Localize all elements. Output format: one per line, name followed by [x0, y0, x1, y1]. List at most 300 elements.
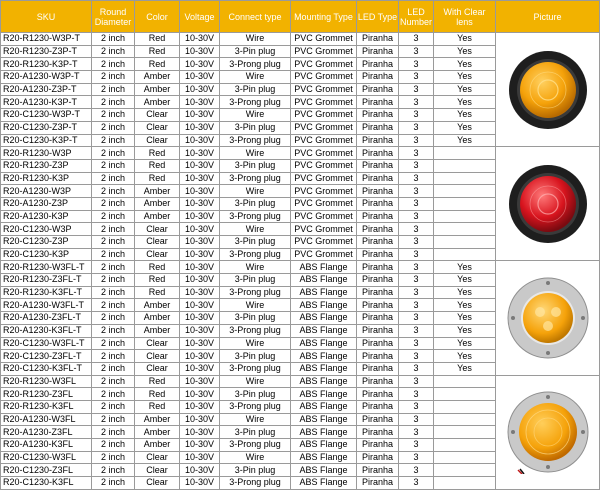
cell-connect-type: Wire	[220, 375, 291, 388]
cell-round-diameter: 2 inch	[92, 210, 135, 223]
cell-round-diameter: 2 inch	[92, 286, 135, 299]
cell-color: Clear	[135, 223, 180, 236]
cell-round-diameter: 2 inch	[92, 58, 135, 71]
cell-led-number: 3	[399, 388, 434, 401]
cell-led-number: 3	[399, 172, 434, 185]
cell-connect-type: 3-Prong plug	[220, 58, 291, 71]
product-picture	[496, 147, 600, 261]
cell-mounting-type: PVC Grommet	[291, 33, 357, 46]
cell-led-type: Piranha	[357, 451, 399, 464]
cell-connect-type: 3-Pin plug	[220, 350, 291, 363]
cell-color: Clear	[135, 362, 180, 375]
product-picture	[496, 375, 600, 489]
cell-mounting-type: ABS Flange	[291, 375, 357, 388]
cell-round-diameter: 2 inch	[92, 274, 135, 287]
cell-voltage: 10-30V	[180, 83, 220, 96]
cell-mounting-type: ABS Flange	[291, 299, 357, 312]
cell-sku: R20-R1230-K3FL	[1, 400, 92, 413]
cell-clear-lens	[434, 172, 496, 185]
amber-flange-clear-lamp-icon	[506, 276, 590, 360]
cell-mounting-type: ABS Flange	[291, 477, 357, 490]
cell-sku: R20-R1230-W3FL-T	[1, 261, 92, 274]
cell-color: Clear	[135, 350, 180, 363]
cell-clear-lens	[434, 147, 496, 160]
cell-connect-type: 3-Prong plug	[220, 134, 291, 147]
cell-led-number: 3	[399, 299, 434, 312]
cell-voltage: 10-30V	[180, 121, 220, 134]
cell-led-number: 3	[399, 96, 434, 109]
cell-led-type: Piranha	[357, 337, 399, 350]
cell-connect-type: 3-Prong plug	[220, 324, 291, 337]
cell-clear-lens	[434, 451, 496, 464]
cell-mounting-type: PVC Grommet	[291, 58, 357, 71]
cell-round-diameter: 2 inch	[92, 96, 135, 109]
table-row	[1, 375, 600, 388]
cell-led-type: Piranha	[357, 400, 399, 413]
cell-mounting-type: PVC Grommet	[291, 210, 357, 223]
cell-color: Amber	[135, 312, 180, 325]
cell-sku: R20-R1230-K3P-T	[1, 58, 92, 71]
cell-round-diameter: 2 inch	[92, 159, 135, 172]
cell-voltage: 10-30V	[180, 96, 220, 109]
cell-color: Amber	[135, 324, 180, 337]
cell-sku: R20-C1230-W3P-T	[1, 109, 92, 122]
cell-led-type: Piranha	[357, 147, 399, 160]
cell-led-type: Piranha	[357, 33, 399, 46]
cell-led-type: Piranha	[357, 185, 399, 198]
cell-led-type: Piranha	[357, 350, 399, 363]
cell-round-diameter: 2 inch	[92, 388, 135, 401]
cell-led-number: 3	[399, 197, 434, 210]
cell-led-number: 3	[399, 83, 434, 96]
cell-round-diameter: 2 inch	[92, 185, 135, 198]
header-connect-type: Connect type	[220, 1, 291, 33]
cell-round-diameter: 2 inch	[92, 121, 135, 134]
cell-voltage: 10-30V	[180, 274, 220, 287]
cell-led-type: Piranha	[357, 159, 399, 172]
cell-sku: R20-C1230-Z3P	[1, 236, 92, 249]
cell-connect-type: Wire	[220, 413, 291, 426]
cell-led-type: Piranha	[357, 375, 399, 388]
cell-voltage: 10-30V	[180, 362, 220, 375]
cell-clear-lens: Yes	[434, 83, 496, 96]
cell-clear-lens	[434, 426, 496, 439]
cell-connect-type: 3-Prong plug	[220, 439, 291, 452]
cell-mounting-type: ABS Flange	[291, 312, 357, 325]
cell-clear-lens	[434, 185, 496, 198]
cell-sku: R20-C1230-W3FL-T	[1, 337, 92, 350]
cell-connect-type: 3-Pin plug	[220, 121, 291, 134]
cell-round-diameter: 2 inch	[92, 248, 135, 261]
cell-mounting-type: ABS Flange	[291, 464, 357, 477]
cell-sku: R20-R1230-Z3FL	[1, 388, 92, 401]
cell-sku: R20-R1230-K3P	[1, 172, 92, 185]
cell-round-diameter: 2 inch	[92, 83, 135, 96]
cell-voltage: 10-30V	[180, 210, 220, 223]
cell-round-diameter: 2 inch	[92, 172, 135, 185]
cell-led-number: 3	[399, 464, 434, 477]
cell-mounting-type: PVC Grommet	[291, 248, 357, 261]
cell-color: Amber	[135, 185, 180, 198]
cell-color: Clear	[135, 109, 180, 122]
cell-sku: R20-R1230-Z3P	[1, 159, 92, 172]
cell-connect-type: Wire	[220, 337, 291, 350]
cell-clear-lens	[434, 197, 496, 210]
cell-led-number: 3	[399, 324, 434, 337]
cell-color: Red	[135, 147, 180, 160]
cell-mounting-type: ABS Flange	[291, 274, 357, 287]
cell-color: Red	[135, 261, 180, 274]
cell-voltage: 10-30V	[180, 147, 220, 160]
cell-voltage: 10-30V	[180, 375, 220, 388]
cell-mounting-type: PVC Grommet	[291, 121, 357, 134]
cell-connect-type: Wire	[220, 451, 291, 464]
cell-sku: R20-C1230-K3FL	[1, 477, 92, 490]
cell-connect-type: 3-Prong plug	[220, 477, 291, 490]
cell-connect-type: 3-Prong plug	[220, 96, 291, 109]
cell-sku: R20-A1230-K3P	[1, 210, 92, 223]
cell-voltage: 10-30V	[180, 58, 220, 71]
cell-sku: R20-A1230-W3FL	[1, 413, 92, 426]
cell-led-number: 3	[399, 451, 434, 464]
cell-led-type: Piranha	[357, 426, 399, 439]
cell-led-type: Piranha	[357, 312, 399, 325]
cell-mounting-type: ABS Flange	[291, 451, 357, 464]
table-row	[1, 33, 600, 46]
cell-sku: R20-A1230-Z3FL-T	[1, 312, 92, 325]
cell-mounting-type: PVC Grommet	[291, 71, 357, 84]
cell-sku: R20-C1230-K3FL-T	[1, 362, 92, 375]
cell-voltage: 10-30V	[180, 197, 220, 210]
header-led-number: LED Number	[399, 1, 434, 33]
cell-sku: R20-A1230-K3FL	[1, 439, 92, 452]
cell-led-number: 3	[399, 362, 434, 375]
cell-clear-lens: Yes	[434, 286, 496, 299]
cell-led-type: Piranha	[357, 248, 399, 261]
cell-round-diameter: 2 inch	[92, 464, 135, 477]
cell-round-diameter: 2 inch	[92, 223, 135, 236]
cell-sku: R20-C1230-W3FL	[1, 451, 92, 464]
cell-round-diameter: 2 inch	[92, 147, 135, 160]
cell-clear-lens	[434, 223, 496, 236]
cell-mounting-type: PVC Grommet	[291, 197, 357, 210]
cell-round-diameter: 2 inch	[92, 45, 135, 58]
cell-mounting-type: ABS Flange	[291, 337, 357, 350]
cell-color: Red	[135, 33, 180, 46]
cell-led-number: 3	[399, 312, 434, 325]
cell-mounting-type: ABS Flange	[291, 426, 357, 439]
cell-connect-type: Wire	[220, 109, 291, 122]
cell-led-type: Piranha	[357, 121, 399, 134]
cell-mounting-type: ABS Flange	[291, 261, 357, 274]
cell-clear-lens: Yes	[434, 121, 496, 134]
product-picture	[496, 261, 600, 375]
cell-led-type: Piranha	[357, 299, 399, 312]
cell-clear-lens: Yes	[434, 274, 496, 287]
cell-led-type: Piranha	[357, 197, 399, 210]
cell-led-number: 3	[399, 185, 434, 198]
cell-voltage: 10-30V	[180, 261, 220, 274]
cell-color: Amber	[135, 299, 180, 312]
cell-mounting-type: PVC Grommet	[291, 134, 357, 147]
cell-connect-type: Wire	[220, 223, 291, 236]
header-color: Color	[135, 1, 180, 33]
cell-voltage: 10-30V	[180, 312, 220, 325]
cell-color: Clear	[135, 337, 180, 350]
cell-led-type: Piranha	[357, 223, 399, 236]
header-led-type: LED Type	[357, 1, 399, 33]
cell-voltage: 10-30V	[180, 286, 220, 299]
cell-mounting-type: ABS Flange	[291, 324, 357, 337]
cell-led-type: Piranha	[357, 45, 399, 58]
cell-mounting-type: PVC Grommet	[291, 185, 357, 198]
cell-led-type: Piranha	[357, 58, 399, 71]
cell-round-diameter: 2 inch	[92, 400, 135, 413]
cell-mounting-type: PVC Grommet	[291, 236, 357, 249]
cell-connect-type: 3-Prong plug	[220, 210, 291, 223]
cell-sku: R20-A1230-W3P	[1, 185, 92, 198]
cell-voltage: 10-30V	[180, 172, 220, 185]
cell-voltage: 10-30V	[180, 400, 220, 413]
cell-clear-lens	[434, 477, 496, 490]
cell-led-number: 3	[399, 134, 434, 147]
product-picture	[496, 33, 600, 147]
cell-clear-lens: Yes	[434, 109, 496, 122]
cell-led-number: 3	[399, 45, 434, 58]
cell-sku: R20-C1230-K3P	[1, 248, 92, 261]
cell-round-diameter: 2 inch	[92, 426, 135, 439]
cell-mounting-type: PVC Grommet	[291, 223, 357, 236]
cell-clear-lens: Yes	[434, 261, 496, 274]
cell-led-number: 3	[399, 109, 434, 122]
red-grommet-lamp-icon	[506, 162, 590, 246]
cell-voltage: 10-30V	[180, 464, 220, 477]
cell-led-number: 3	[399, 375, 434, 388]
cell-led-type: Piranha	[357, 413, 399, 426]
cell-clear-lens: Yes	[434, 33, 496, 46]
cell-voltage: 10-30V	[180, 134, 220, 147]
cell-round-diameter: 2 inch	[92, 299, 135, 312]
cell-voltage: 10-30V	[180, 299, 220, 312]
table-row	[1, 261, 600, 274]
cell-sku: R20-A1230-Z3P	[1, 197, 92, 210]
cell-clear-lens	[434, 210, 496, 223]
cell-mounting-type: ABS Flange	[291, 286, 357, 299]
cell-voltage: 10-30V	[180, 223, 220, 236]
cell-color: Amber	[135, 71, 180, 84]
cell-sku: R20-R1230-W3FL	[1, 375, 92, 388]
cell-sku: R20-R1230-K3FL-T	[1, 286, 92, 299]
cell-color: Red	[135, 274, 180, 287]
header-mounting-type: Mounting Type	[291, 1, 357, 33]
cell-led-number: 3	[399, 426, 434, 439]
cell-mounting-type: PVC Grommet	[291, 147, 357, 160]
cell-led-number: 3	[399, 147, 434, 160]
cell-round-diameter: 2 inch	[92, 362, 135, 375]
cell-clear-lens	[434, 248, 496, 261]
cell-voltage: 10-30V	[180, 185, 220, 198]
cell-mounting-type: PVC Grommet	[291, 83, 357, 96]
cell-round-diameter: 2 inch	[92, 134, 135, 147]
cell-led-number: 3	[399, 400, 434, 413]
cell-sku: R20-A1230-W3P-T	[1, 71, 92, 84]
cell-round-diameter: 2 inch	[92, 324, 135, 337]
cell-color: Red	[135, 388, 180, 401]
cell-color: Red	[135, 375, 180, 388]
cell-led-type: Piranha	[357, 362, 399, 375]
cell-color: Red	[135, 172, 180, 185]
cell-color: Amber	[135, 197, 180, 210]
cell-clear-lens: Yes	[434, 96, 496, 109]
cell-connect-type: Wire	[220, 147, 291, 160]
cell-voltage: 10-30V	[180, 337, 220, 350]
cell-led-type: Piranha	[357, 464, 399, 477]
cell-led-number: 3	[399, 413, 434, 426]
cell-sku: R20-C1230-W3P	[1, 223, 92, 236]
cell-color: Clear	[135, 477, 180, 490]
header-clear-lens: With Clear lens	[434, 1, 496, 33]
cell-sku: R20-R1230-Z3FL-T	[1, 274, 92, 287]
cell-led-number: 3	[399, 210, 434, 223]
cell-voltage: 10-30V	[180, 45, 220, 58]
cell-voltage: 10-30V	[180, 33, 220, 46]
cell-color: Red	[135, 58, 180, 71]
cell-led-type: Piranha	[357, 71, 399, 84]
cell-voltage: 10-30V	[180, 350, 220, 363]
cell-round-diameter: 2 inch	[92, 337, 135, 350]
cell-connect-type: 3-Prong plug	[220, 248, 291, 261]
header-voltage: Voltage	[180, 1, 220, 33]
cell-color: Clear	[135, 121, 180, 134]
cell-color: Clear	[135, 134, 180, 147]
cell-mounting-type: ABS Flange	[291, 400, 357, 413]
cell-sku: R20-C1230-K3P-T	[1, 134, 92, 147]
cell-led-number: 3	[399, 121, 434, 134]
cell-connect-type: 3-Pin plug	[220, 83, 291, 96]
cell-clear-lens: Yes	[434, 58, 496, 71]
cell-color: Clear	[135, 236, 180, 249]
header-round-diameter: Round Diameter	[92, 1, 135, 33]
cell-led-number: 3	[399, 274, 434, 287]
cell-sku: R20-A1230-Z3P-T	[1, 83, 92, 96]
cell-led-type: Piranha	[357, 96, 399, 109]
table-row	[1, 147, 600, 160]
cell-voltage: 10-30V	[180, 413, 220, 426]
cell-sku: R20-A1230-Z3FL	[1, 426, 92, 439]
cell-voltage: 10-30V	[180, 324, 220, 337]
header-picture: Picture	[496, 1, 600, 33]
cell-color: Amber	[135, 439, 180, 452]
cell-led-type: Piranha	[357, 477, 399, 490]
cell-led-number: 3	[399, 33, 434, 46]
cell-led-type: Piranha	[357, 172, 399, 185]
cell-mounting-type: ABS Flange	[291, 413, 357, 426]
cell-mounting-type: PVC Grommet	[291, 172, 357, 185]
cell-connect-type: Wire	[220, 261, 291, 274]
cell-led-type: Piranha	[357, 439, 399, 452]
cell-round-diameter: 2 inch	[92, 439, 135, 452]
cell-connect-type: Wire	[220, 185, 291, 198]
cell-sku: R20-C1230-Z3P-T	[1, 121, 92, 134]
cell-connect-type: 3-Prong plug	[220, 400, 291, 413]
cell-round-diameter: 2 inch	[92, 375, 135, 388]
cell-round-diameter: 2 inch	[92, 236, 135, 249]
cell-connect-type: 3-Pin plug	[220, 312, 291, 325]
cell-led-type: Piranha	[357, 134, 399, 147]
cell-mounting-type: PVC Grommet	[291, 159, 357, 172]
cell-mounting-type: ABS Flange	[291, 362, 357, 375]
cell-led-number: 3	[399, 248, 434, 261]
cell-voltage: 10-30V	[180, 426, 220, 439]
cell-connect-type: 3-Prong plug	[220, 362, 291, 375]
cell-round-diameter: 2 inch	[92, 451, 135, 464]
cell-led-number: 3	[399, 71, 434, 84]
cell-color: Amber	[135, 413, 180, 426]
cell-clear-lens: Yes	[434, 312, 496, 325]
cell-connect-type: 3-Pin plug	[220, 159, 291, 172]
cell-voltage: 10-30V	[180, 109, 220, 122]
cell-round-diameter: 2 inch	[92, 197, 135, 210]
cell-sku: R20-R1230-Z3P-T	[1, 45, 92, 58]
cell-connect-type: 3-Pin plug	[220, 388, 291, 401]
cell-color: Red	[135, 159, 180, 172]
cell-round-diameter: 2 inch	[92, 413, 135, 426]
cell-led-number: 3	[399, 58, 434, 71]
cell-connect-type: Wire	[220, 33, 291, 46]
cell-sku: R20-R1230-W3P-T	[1, 33, 92, 46]
cell-led-type: Piranha	[357, 388, 399, 401]
cell-sku: R20-A1230-K3FL-T	[1, 324, 92, 337]
cell-led-number: 3	[399, 350, 434, 363]
cell-clear-lens: Yes	[434, 362, 496, 375]
cell-clear-lens	[434, 159, 496, 172]
cell-led-number: 3	[399, 261, 434, 274]
cell-clear-lens: Yes	[434, 134, 496, 147]
cell-clear-lens	[434, 400, 496, 413]
cell-led-type: Piranha	[357, 83, 399, 96]
cell-connect-type: 3-Pin plug	[220, 236, 291, 249]
cell-color: Amber	[135, 83, 180, 96]
cell-led-number: 3	[399, 159, 434, 172]
cell-clear-lens	[434, 439, 496, 452]
cell-voltage: 10-30V	[180, 477, 220, 490]
cell-sku: R20-A1230-K3P-T	[1, 96, 92, 109]
cell-sku: R20-R1230-W3P	[1, 147, 92, 160]
cell-led-number: 3	[399, 286, 434, 299]
cell-color: Red	[135, 400, 180, 413]
cell-round-diameter: 2 inch	[92, 312, 135, 325]
cell-connect-type: 3-Pin plug	[220, 274, 291, 287]
cell-clear-lens: Yes	[434, 71, 496, 84]
cell-led-number: 3	[399, 223, 434, 236]
cell-connect-type: 3-Prong plug	[220, 172, 291, 185]
cell-sku: R20-C1230-Z3FL-T	[1, 350, 92, 363]
cell-led-type: Piranha	[357, 286, 399, 299]
cell-voltage: 10-30V	[180, 236, 220, 249]
cell-clear-lens: Yes	[434, 337, 496, 350]
cell-clear-lens	[434, 375, 496, 388]
spec-table-body	[1, 33, 600, 490]
cell-clear-lens: Yes	[434, 324, 496, 337]
amber-grommet-lamp-icon	[506, 48, 590, 132]
cell-led-number: 3	[399, 477, 434, 490]
cell-clear-lens: Yes	[434, 299, 496, 312]
cell-mounting-type: PVC Grommet	[291, 96, 357, 109]
header-sku: SKU	[1, 1, 92, 33]
cell-led-type: Piranha	[357, 261, 399, 274]
cell-color: Red	[135, 45, 180, 58]
cell-connect-type: 3-Prong plug	[220, 286, 291, 299]
